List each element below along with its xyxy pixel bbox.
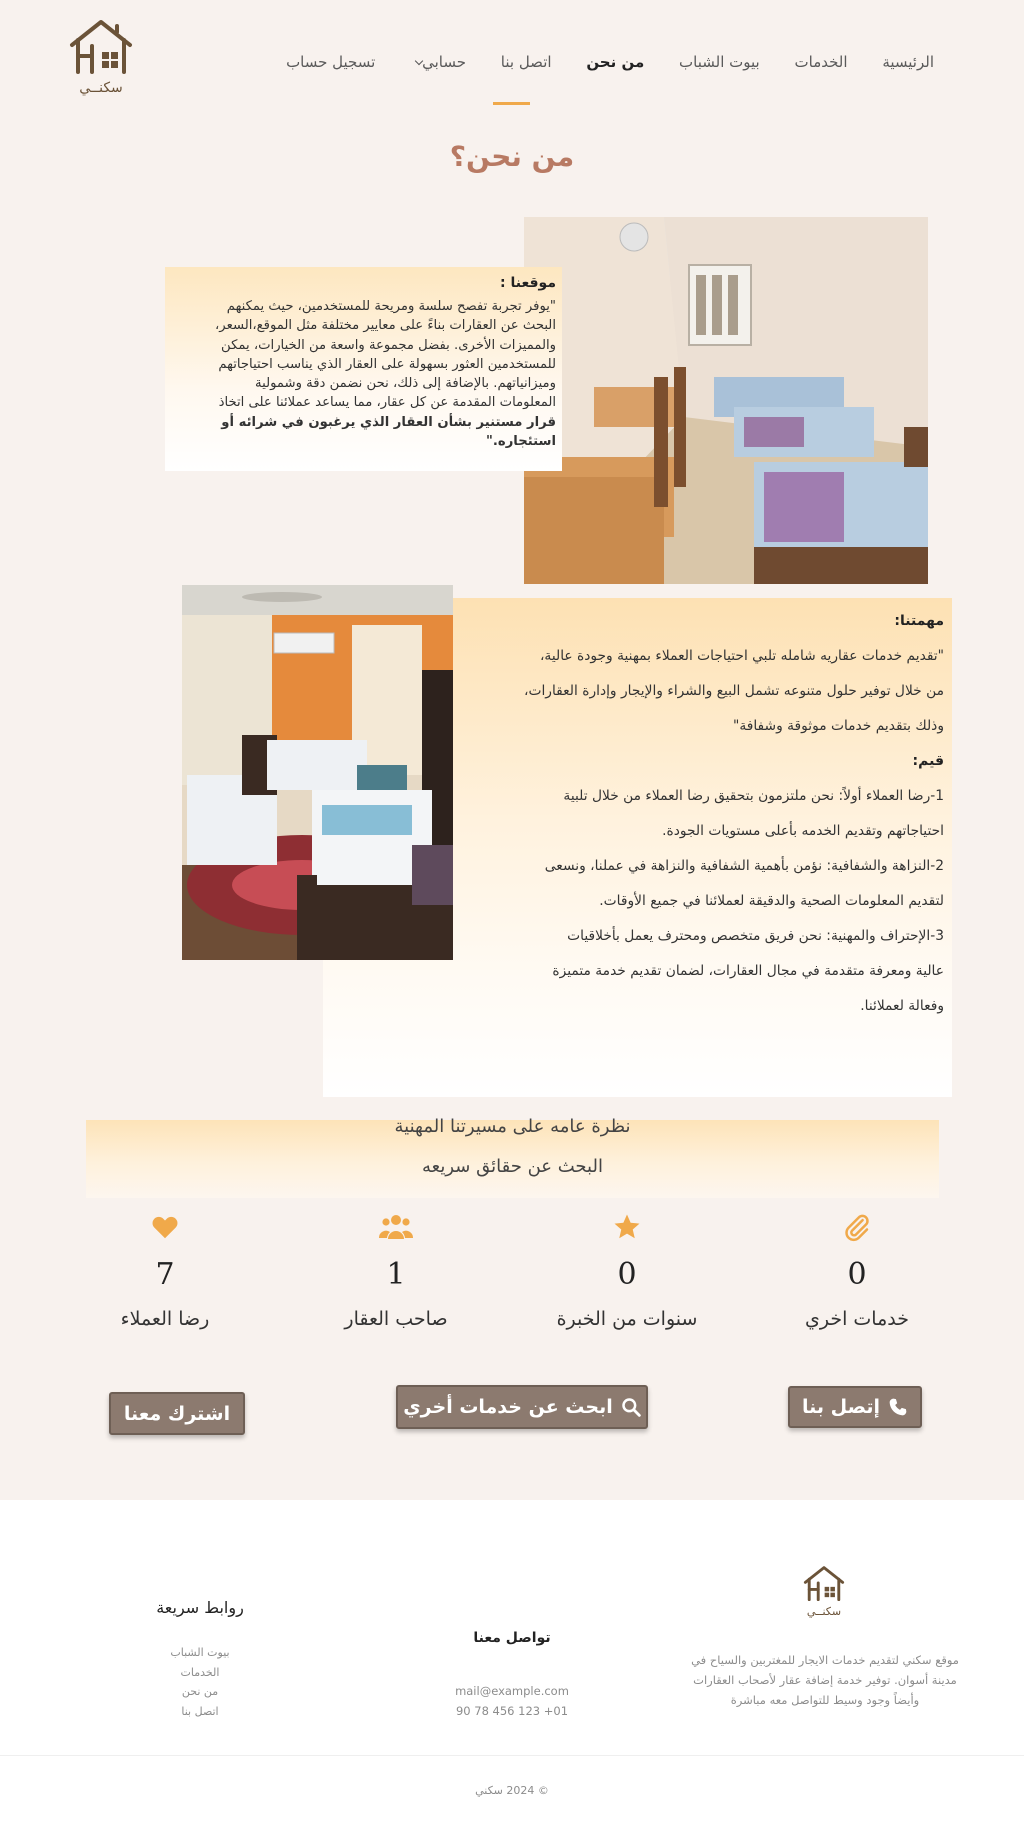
logo-text: سكنــي — [79, 80, 123, 96]
nav-account-dropdown[interactable] — [410, 53, 466, 71]
footer-about-line: مدينة أسوان. توفير خدمة إضافة عقار لأصحاب العقارات — [693, 1673, 957, 1687]
footer-logo-text: سكنــي — [806, 1605, 842, 1618]
location-heading: موقعنا : — [500, 275, 556, 291]
location-line: قرار مستنير بشأن العقار الذي يرغبون في شرائه أو استئجاره." — [221, 414, 556, 450]
nav-home[interactable]: الرئيسية — [882, 53, 934, 71]
location-line: المعلومات المقدمة عن كل عقار، مما يساعد عملائنا على اتخاذ — [218, 395, 556, 411]
footer-about-line: موقع سكني لتقديم خدمات الايجار للمغتربين والسياح في — [691, 1653, 959, 1667]
overview-subtitle: البحث عن حقائق سريعه — [422, 1156, 603, 1177]
house-logo-icon — [68, 18, 134, 74]
main-nav — [286, 48, 934, 76]
bedroom-photo — [182, 585, 453, 960]
overview-title: نظرة عامه على مسيرتنا المهنية — [394, 1116, 631, 1137]
nav-contact[interactable]: اتصل بنا — [500, 53, 552, 71]
footer-about-text — [690, 1650, 960, 1710]
call-us-button[interactable] — [788, 1386, 922, 1428]
stat-other-services — [747, 1212, 967, 1330]
footer-link-about-us[interactable]: من نحن — [181, 1685, 219, 1698]
footer-phone[interactable]: 01+ 123 456 78 90 — [455, 1704, 569, 1718]
stat-label: خدمات اخري — [805, 1308, 909, 1330]
values-line: لتقديم المعلومات الصحية والدقيقة لعملائنا في جميع الأوقات. — [599, 893, 944, 909]
stat-label: صاحب العقار — [344, 1308, 448, 1330]
house-logo-icon — [802, 1565, 846, 1601]
stat-years-experience — [517, 1212, 737, 1330]
location-line: البحث عن العقارات بناءً على معايير مختلفة مثل الموقع،السعر، — [215, 318, 556, 334]
location-line: والمميزات الأخرى. بفضل مجموعة واسعة من الخيارات، يمكن — [221, 337, 556, 353]
values-line: عالية ومعرفة متقدمة في مجال العقارات، لضمان تقديم خدمة متميزة — [552, 963, 944, 979]
stat-number: 0 — [617, 1257, 637, 1292]
values-heading: قيم: — [912, 753, 944, 769]
location-line: للمستخدمين العثور بسهولة على العقار الذي يناسب احتياجاتهم — [218, 356, 556, 372]
paperclip-icon — [747, 1212, 967, 1242]
search-other-services-label: ابحث عن خدمات أخري — [403, 1396, 613, 1418]
location-line: وميزانياتهم. بالإضافة إلى ذلك، نحن نضمن دقة وشمولية — [255, 376, 556, 392]
call-us-label: إتصل بنا — [802, 1396, 880, 1418]
footer-quick-links — [150, 1643, 250, 1721]
values-line: احتياجاتهم وتقديم الخدمه بأعلى مستويات الجودة. — [662, 823, 944, 839]
subscribe-label: اشترك معنا — [123, 1402, 231, 1425]
nav-register[interactable]: تسجيل حساب — [286, 53, 376, 71]
footer-logo[interactable] — [796, 1565, 852, 1618]
nav-account-label: حسابي — [422, 53, 466, 71]
page-title: من نحن؟ — [449, 140, 575, 173]
location-card — [165, 267, 562, 471]
copyright: © 2024 سكني — [475, 1784, 549, 1797]
mission-line: من خلال توفير حلول متنوعه تشمل البيع والشراء والإيجار وإدارة العقارات، — [524, 683, 944, 699]
career-overview-banner — [86, 1116, 939, 1198]
mission-line: وذلك بتقديم خدمات موثوقة وشفافة" — [732, 718, 944, 734]
stat-number: 7 — [155, 1257, 175, 1292]
stat-label: رضا العملاء — [120, 1308, 210, 1330]
values-line: 1-رضا العملاء أولاً: نحن ملتزمون بتحقيق رضا العملاء من خلال تلبية — [563, 788, 944, 804]
footer-divider — [0, 1755, 1024, 1756]
mission-line: "تقديم خدمات عقاريه شامله تلبي احتياجات العملاء بمهنية وجودة عالية، — [539, 648, 944, 664]
stat-number: 1 — [386, 1257, 406, 1292]
mission-heading: مهمتنا: — [894, 613, 944, 629]
footer-link-contact[interactable]: اتصل بنا — [181, 1704, 219, 1718]
subscribe-button[interactable] — [109, 1392, 245, 1435]
values-line: 3-الإحتراف والمهنية: نحن فريق متخصص ومحترف يعمل بأخلاقيات — [567, 928, 944, 944]
stat-label: سنوات من الخبرة — [556, 1308, 698, 1330]
stat-number: 0 — [847, 1257, 867, 1292]
stat-property-owner — [286, 1212, 506, 1330]
footer-email[interactable]: mail@example.com — [455, 1684, 569, 1698]
nav-youth-hostels[interactable]: بيوت الشباب — [679, 53, 760, 71]
footer-links-heading: روابط سريعة — [156, 1598, 244, 1617]
search-other-services-button[interactable] — [396, 1385, 648, 1429]
footer-contact-heading: تواصل معنا — [473, 1630, 551, 1646]
footer-link-services[interactable]: الخدمات — [180, 1665, 220, 1679]
stat-customer-satisfaction — [55, 1212, 275, 1330]
nav-services[interactable]: الخدمات — [794, 53, 848, 71]
values-line: 2-النزاهة والشفافية: نؤمن بأهمية الشفافية والنزاهة في عملنا، ونسعى — [544, 858, 944, 874]
location-line: "يوفر تجربة تفصح سلسة ومريحة للمستخدمين، حيث يمكنهم — [226, 299, 556, 314]
location-text — [175, 297, 556, 451]
footer-about-line: وأيضاً وجود وسيط للتواصل معه مباشرة — [730, 1693, 920, 1707]
footer-contact-info — [430, 1681, 594, 1721]
users-icon — [286, 1212, 506, 1242]
values-line: وفعالة لعملائنا. — [860, 998, 944, 1014]
heart-icon — [55, 1212, 275, 1242]
star-icon — [517, 1212, 737, 1242]
active-nav-indicator — [493, 102, 530, 105]
site-logo[interactable] — [68, 18, 134, 96]
nav-about-us[interactable]: من نحن — [586, 53, 645, 71]
dorm-room-photo — [524, 217, 928, 584]
footer-link-youth-hostels[interactable]: بيوت الشباب — [170, 1646, 230, 1659]
search-icon — [621, 1397, 641, 1417]
phone-icon — [888, 1397, 908, 1417]
